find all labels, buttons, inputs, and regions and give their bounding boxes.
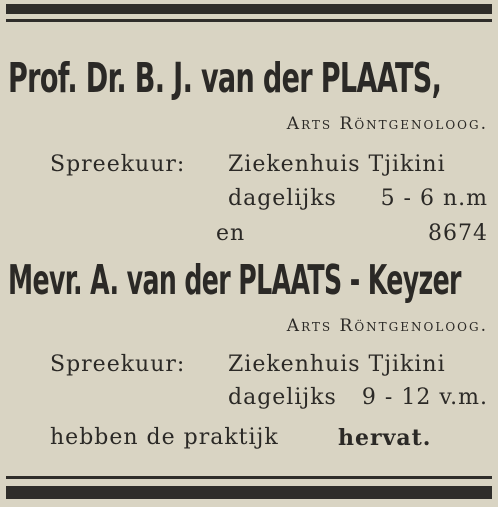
doctor1-title: Arts Röntgenoloog. — [286, 114, 488, 134]
bottom-border-thick — [6, 486, 492, 499]
phone-number: 8674 — [428, 221, 488, 246]
doctor1-name: Prof. Dr. B. J. van der PLAATS, — [8, 54, 442, 102]
top-border-thin — [6, 19, 492, 22]
doctor1-hours: 5 - 6 n.m — [380, 186, 488, 211]
doctor2-spreekuur-label: Spreekuur: — [50, 352, 186, 377]
doctor2-title: Arts Röntgenoloog. — [286, 316, 488, 336]
doctor2-hours: 9 - 12 v.m. — [361, 385, 488, 410]
doctor2-name: Mevr. A. van der PLAATS - Keyzer — [8, 256, 461, 304]
closing-text: hebben de praktijk — [50, 425, 279, 450]
doctor2-days: dagelijks — [228, 385, 337, 410]
connector-text: en — [216, 221, 246, 246]
bottom-border-thin — [6, 476, 492, 479]
closing-emphasis: hervat. — [338, 425, 432, 451]
doctor2-location: Ziekenhuis Tjikini — [228, 352, 446, 377]
top-border-thick — [6, 4, 492, 14]
doctor1-days: dagelijks — [228, 186, 337, 211]
doctor1-location: Ziekenhuis Tjikini — [228, 152, 446, 177]
doctor1-spreekuur-label: Spreekuur: — [50, 152, 186, 177]
